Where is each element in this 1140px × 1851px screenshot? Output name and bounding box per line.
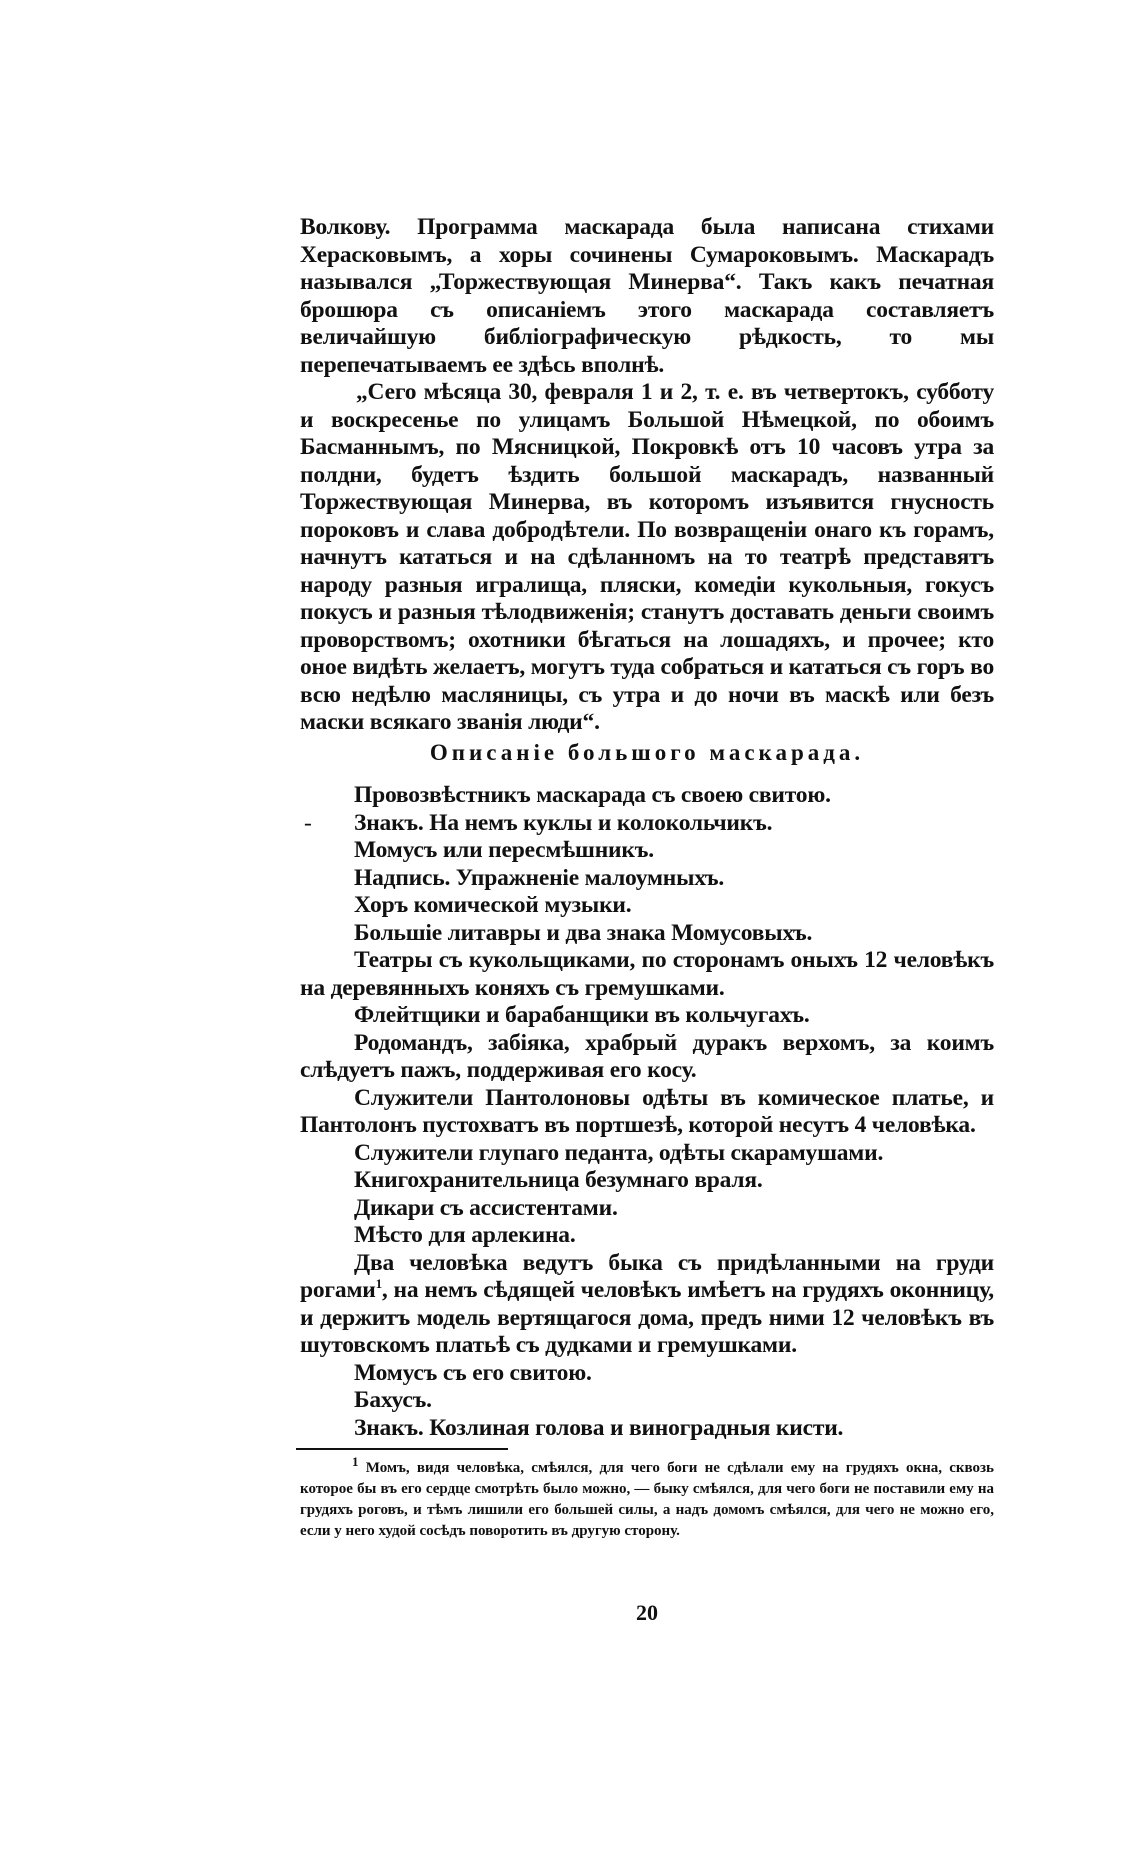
footnote <box>300 1454 994 1542</box>
entry-rodomand: Родомандъ, забiяка, храбрый дуракъ верхомъ, за коимъ слѣдуетъ пажъ, поддерживая его косу. <box>300 1029 994 1083</box>
footnote-mark: 1 <box>352 1454 359 1469</box>
footnote-divider <box>296 1448 508 1450</box>
entry-bull-text-b: , на немъ сѣдящей человѣкъ имѣетъ на грудяхъ оконницу, и держитъ модель вертящагося дома, предъ ними 12 человѣкъ въ шутовскомъ платьѣ съ дудками и гремушками. <box>300 1277 994 1358</box>
entry-puppet-theatres: Театры съ кукольщиками, по сторонамъ оныхъ 12 человѣкъ на деревянныхъ коняхъ съ гремушками. <box>300 947 994 1001</box>
entry-sign-dolls-text: Знакъ. На немъ куклы и колокольчикъ. <box>354 809 773 836</box>
intro-paragraph-1: Волкову. Программа маскарада была написана стихами Хераскoвымъ, а хоры сочинены Сумароковымъ. Маскарадъ назывался „Торжествующая Минерва“. Такъ какъ печатная брошюра съ описанiемъ этого маскарада составляетъ величайшую библiографическую рѣдкость, то мы перепечатываемъ ее здѣсь вполнѣ. <box>300 214 994 378</box>
footnote-body: Момъ, видя человѣка, смѣялся, для чего боги не сдѣлали ему на грудяхъ окна, сквозь которое бы въ его сердце смотрѣть было можно, — быку смѣялся, для чего боги не поставили ему на грудяхъ роговъ, и тѣмъ лишили его большей силы, а надъ домомъ смѣялся, для чего не можно его, если у него худой сосѣдъ поворотить въ другую сторону. <box>300 1460 994 1539</box>
footnote-text <box>300 1454 994 1542</box>
entry-bull-text-a: Два человѣка ведутъ быка съ придѣланными на груди рогами <box>300 1249 994 1303</box>
intro-text <box>300 214 994 737</box>
entry-momus: Момусъ или пересмѣшникъ. <box>354 837 654 863</box>
entry-sign-dolls <box>300 810 994 838</box>
masquerade-entries <box>300 782 994 1442</box>
intro-paragraph-2: „Сего мѣсяца 30, февраля 1 и 2, т. е. въ четвертокъ, субботу и воскресенье по улицамъ Большой Нѣмецкой, по обоимъ Басманнымъ, по Мясницкой, Покровкѣ отъ 10 часовъ утра за полдни, будетъ ѣздить большой маскарадъ, названный Торжествующая Минерва, въ которомъ изъявится гнусность пороковъ и слава добродѣтели. По возвращенiи онаго къ горамъ, начнутъ кататься и на сдѣланномъ на то театрѣ представятъ народу разныя игралища, пляски, комедiи кукольныя, гокусъ покусъ и разныя тѣлодвиженiя; станутъ доставать деньги своимъ проворствомъ; охотники бѣгаться на лошадяхъ, и прочее; кто оное видѣть желаетъ, могутъ туда собраться и кататься съ горъ во всю недѣлю масляницы, съ утра и до ночи въ маскѣ или безъ маски всякаго званiя люди“. <box>300 379 994 735</box>
page-number: 20 <box>636 1600 658 1625</box>
entry-bull <box>300 1250 994 1360</box>
margin-dash: - <box>304 809 312 836</box>
entry-harlequin: Мѣсто для арлекина. <box>354 1222 576 1248</box>
entry-librarian: Книгохранительница безумнаго враля. <box>354 1167 763 1193</box>
section-heading: Описанiе большого маскарада. <box>429 740 865 765</box>
entry-inscription: Надпись. Упражненiе малоумныхъ. <box>354 864 725 891</box>
entry-goat-sign: Знакъ. Козлиная голова и виноградныя кисти. <box>354 1414 844 1441</box>
entry-pantalone: Служители Пантолоновы одѣты въ комическое платье, и Пантолонъ пустохватъ въ портшезѣ, которой несутъ 4 человѣка. <box>300 1084 994 1138</box>
entry-flutists: Флейтщики и барабанщики въ кольчугахъ. <box>354 1002 810 1028</box>
entry-momus-retinue: Момусъ съ его свитою. <box>354 1359 592 1386</box>
entry-pedant: Служители глупаго педанта, одѣты скарамушами. <box>354 1139 884 1166</box>
entry-kettledrums: Большiе литавры и два знака Момусовыхъ. <box>354 919 813 946</box>
entry-comic-choir: Хоръ комической музыки. <box>354 892 632 918</box>
entry-herald: Провозвѣстникъ маскарада съ своею свитою. <box>354 782 831 808</box>
footnote-reference[interactable]: 1 <box>375 1276 382 1292</box>
entry-bacchus: Бахусъ. <box>354 1387 432 1413</box>
entry-savages: Дикари съ ассистентами. <box>354 1194 618 1221</box>
